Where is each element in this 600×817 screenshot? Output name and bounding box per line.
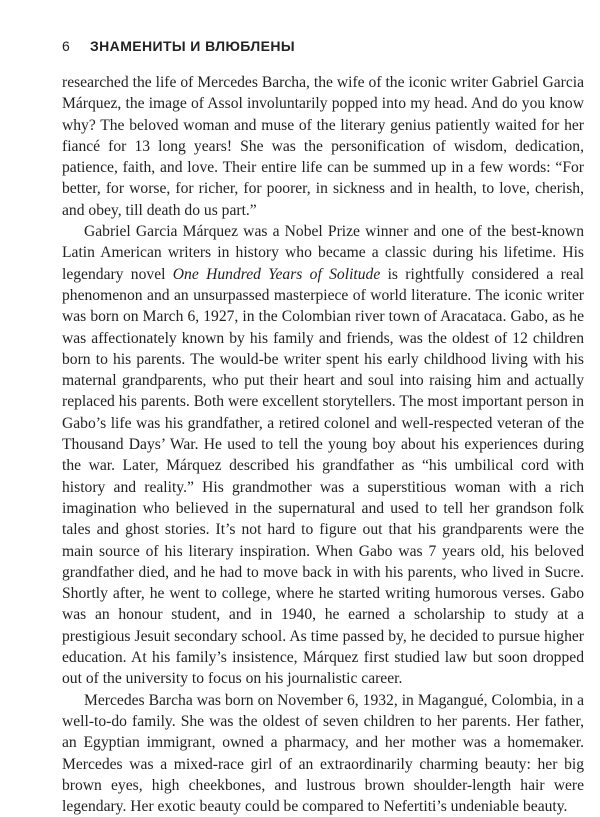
body-text	[62, 72, 584, 817]
paragraph-2-rest: is rightfully considered a real phenomenon and an unsurpassed masterpiece of world literature. The iconic writer was born on March 6, 1927, in the Colombian river town of Aracataca. Gabo, as he was affectionately known by his family and friends, was the oldest of 12 children born to his parents. The would-be writer spent his early childhood living with his maternal grandparents, who put their heart and soul into raising him and actually replaced his parents. Both were excellent storytellers. The most important person in Gabo’s life was his grandfather, a retired colonel and well-respected veteran of the Thousand Days’ War. He used to tell the young boy about his experiences during the war. Later, Márquez described his grandfather as “his umbilical cord with history and reality.” His grandmother was a superstitious woman with a rich imagination who believed in the supernatural and used to tell her grandson folk tales and ghost stories. It’s not hard to figure out that his grandparents were the main source of his literary inspiration. When Gabo was 7 years old, his beloved grandfather died, and he had to move back in with his parents, who lived in Sucre. Shortly after, he went to college, where he started writing humorous verses. Gabo was an honour student, and in 1940, he earned a scholarship to study at a prestigious Jesuit secondary school. As time passed by, he decided to pursue higher education. At his family’s insistence, Márquez first studied law but soon dropped out of the university to focus on his journalistic career.	[62, 265, 585, 688]
paragraph-2-start: Gabriel Garcia Márquez was a Nobel Prize winner and one of the best-known Latin American writers in history who became a classic during his lifetime. His legendary novel	[62, 223, 584, 283]
paragraph-2	[62, 221, 584, 690]
page-number: 6	[62, 38, 71, 54]
paragraph-1: researched the life of Mercedes Barcha, the wife of the iconic writer Gabriel Garcia Márquez, the image of Assol involuntarily popped into my head. And do you know why? The beloved woman and muse of the literary genius patiently waited for her fiancé for 13 long years! She was the personification of wisdom, dedication, patience, faith, and love. Their entire life can be summed up in a few words: “For better, for worse, for richer, for poorer, in sickness and in health, to love, cherish, and obey, till death do us part.”	[62, 74, 584, 219]
running-title: ЗНАМЕНИТЫ И ВЛЮБЛЕНЫ	[90, 38, 295, 54]
book-title: One Hundred Years of Solitude	[172, 265, 381, 283]
paragraph-3: Mercedes Barcha was born on November 6, 1932, in Magangué, Colombia, in a well-to-do family. She was the oldest of seven children to her parents. Her father, an Egyptian immigrant, owned a pharmacy, and her mother was a homemaker. Mercedes was a mixed-race girl of an extraordinarily charming beauty: her big brown eyes, high cheekbones, and lustrous brown shoulder-length hair were legendary. Her exotic beauty could be compared to Nefertiti’s undeniable beauty.	[62, 691, 584, 816]
running-header	[62, 38, 560, 54]
